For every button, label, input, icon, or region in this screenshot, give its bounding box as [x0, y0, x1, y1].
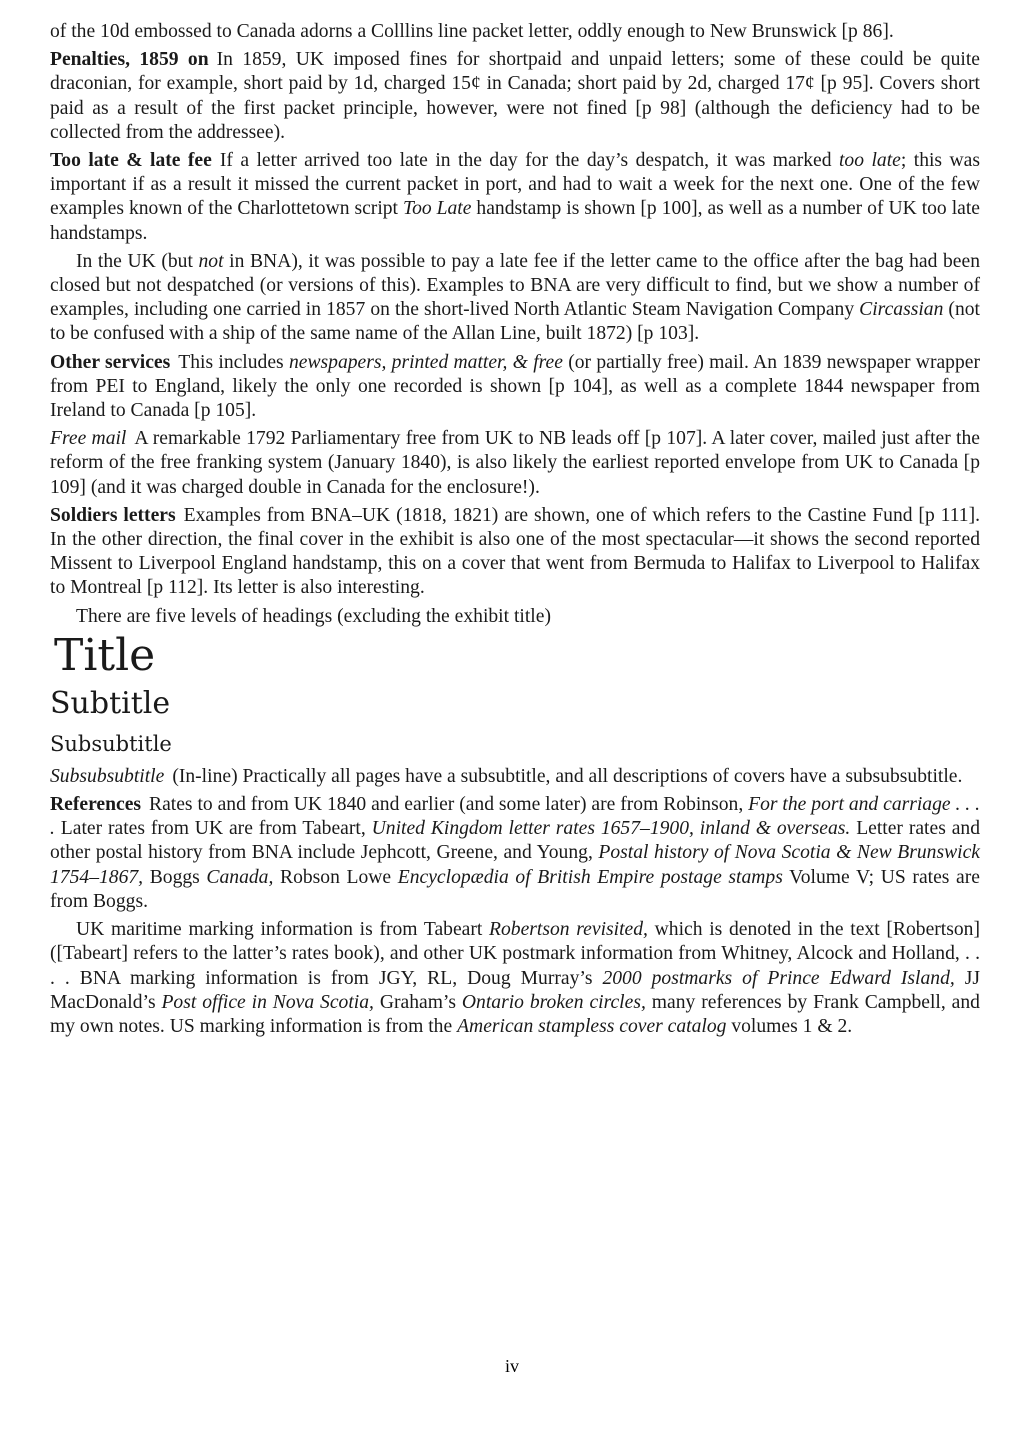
too-late-heading: Too late & late fee	[50, 150, 212, 172]
penalties-heading: Penalties, 1859 on	[50, 49, 209, 71]
uk-late-text-a: In the UK (but	[76, 250, 199, 272]
uk-late-em2: Circassian	[859, 299, 944, 321]
heading-subtitle-sample: Subtitle	[50, 685, 171, 721]
too-late-text-a: If a letter arrived too late in the day for the day’s despatch, it was marked	[219, 150, 839, 172]
uk-late-text-b: in BNA), it was possible to pay a late fee if the letter came to the office after the bag had been closed but not despatched (or versions of this). Examples to BNA are very difficult to find, but we show a number of examples, including one carried in 1857 on the short-lived North Atlantic Steam Navigation Company	[50, 250, 980, 321]
ref-e3: Postal history of Nova Scotia & New Brunswick 1754–1867,	[50, 842, 980, 888]
free-mail-text: A remarkable 1792 Parliamentary free from UK to NB leads off [p 107]. A later cover, mailed just after the reform of the free franking system (January 1840), is also likely the earliest reported envelope from UK to Canada [p 109] (and it was charged double in Canada for the enclosure!).	[50, 428, 980, 498]
soldiers-heading: Soldiers letters	[50, 504, 176, 526]
ref-e2: United Kingdom letter rates 1657–1900, inland & overseas.	[371, 818, 851, 840]
levels-text: There are five levels of headings (excluding the exhibit title)	[76, 605, 551, 627]
other-services-text-a: This includes	[178, 351, 289, 373]
references-paragraph	[50, 793, 980, 914]
maritime-paragraph	[50, 918, 980, 1039]
free-mail-paragraph	[50, 427, 980, 500]
intro-paragraph	[50, 20, 980, 44]
ref-t5: Robson Lowe	[273, 866, 398, 888]
subsubsub-paragraph	[50, 765, 980, 789]
subsubsub-text: (In-line) Practically all pages have a subsubtitle, and all descriptions of covers have a subsubsubtitle.	[172, 765, 963, 787]
too-late-text-b: ; this was important if as a result it missed the current packet in port, and had to wait a week for the next one. One of the few examples known of the Charlottetown script	[50, 150, 980, 220]
mar-t6: volumes 1 & 2.	[726, 1015, 853, 1037]
too-late-em2: Too Late	[402, 198, 472, 220]
mar-t2: which is denoted in the text [Robertson] ([Tabeart] refers to the latter’s rates book), and other UK postmark information from Whitney, Alcock and Holland, . . . . BNA marking information is from JGY, RL, Doug Murray’s	[50, 919, 980, 989]
heading-subsubtitle-sample: Subsubtitle	[50, 731, 172, 756]
page-body	[50, 20, 980, 1043]
mar-t1: UK maritime marking information is from Tabeart	[76, 919, 490, 941]
too-late-paragraph	[50, 149, 980, 246]
ref-t2: Later rates from UK are from Tabeart,	[54, 818, 372, 840]
ref-t6: Volume V; US rates are from Boggs.	[50, 866, 980, 912]
intro-text: of the 10d embossed to Canada adorns a Colllins line packet letter, oddly enough to New Brunswick [p 86].	[50, 21, 894, 42]
mar-e1: Robertson revisited,	[489, 919, 648, 941]
heading-title-sample: Title	[54, 629, 156, 681]
ref-t3: Letter rates and other postal history from BNA include Jephcott, Greene, and Young,	[50, 818, 980, 864]
other-services-heading: Other services	[50, 351, 171, 373]
references-heading: References	[50, 794, 142, 816]
mar-t3: JJ MacDonald’s	[50, 967, 980, 1013]
ref-e1: For the port and carriage . . . .	[50, 794, 980, 840]
mar-t4: Graham’s	[373, 991, 462, 1013]
penalties-paragraph	[50, 48, 980, 145]
ref-e5: Encyclopædia of British Empire postage stamps	[397, 866, 783, 888]
soldiers-text: Examples from BNA–UK (1818, 1821) are shown, one of which refers to the Castine Fund [p 111]. In the other direction, the final cover in the exhibit is also one of the most spectacular—it shows the second reported Missent to Liverpool England handstamp, this on a cover that went from Bermuda to Halifax to Liverpool to Halifax to Montreal [p 112]. Its letter is also interesting.	[50, 504, 980, 599]
mar-t5: many references by Frank Campbell, and my own notes. US marking information is from the	[50, 991, 980, 1037]
page-number: iv	[504, 1356, 519, 1376]
other-services-paragraph	[50, 351, 980, 424]
mar-e2: 2000 postmarks of Prince Edward Island,	[602, 967, 955, 989]
mar-e4: Ontario broken circles,	[461, 991, 646, 1013]
levels-paragraph	[50, 605, 980, 629]
other-services-text-b: (or partially free) mail. An 1839 newspaper wrapper from PEI to England, likely the only one recorded is shown [p 104], as well as a complete 1844 newspaper from Ireland to Canada [p 105].	[50, 351, 980, 422]
mar-e3: Post office in Nova Scotia,	[161, 991, 374, 1013]
too-late-em1: too late	[838, 150, 901, 172]
soldiers-paragraph	[50, 504, 980, 601]
ref-t1: Rates to and from UK 1840 and earlier (and some later) are from Robinson,	[149, 794, 749, 816]
ref-e4: Canada,	[206, 866, 274, 888]
heading-subsubsubtitle-sample: Subsubsubtitle	[50, 765, 165, 787]
other-services-em1: newspapers, printed matter, & free	[288, 351, 563, 373]
free-mail-heading: Free mail	[50, 428, 127, 450]
penalties-text: In 1859, UK imposed fines for shortpaid and unpaid letters; some of these could be quite draconian, for example, short paid by 1d, charged 15¢ in Canada; short paid by 2d, charged 17¢ [p 95]. Covers short paid as a result of the first packet principle, however, were not fined [p 98] (although the deficiency had to be collected from the addressee).	[50, 49, 980, 143]
uk-late-paragraph	[50, 250, 980, 347]
uk-late-text-c: (not to be confused with a ship of the same name of the Allan Line, built 1872) [p 103].	[50, 299, 980, 345]
too-late-text-c: handstamp is shown [p 100], as well as a number of UK too late handstamps.	[50, 198, 980, 244]
ref-t4: Boggs	[143, 866, 207, 888]
uk-late-em1: not	[198, 250, 224, 272]
mar-e5: American stampless cover catalog	[457, 1015, 727, 1037]
